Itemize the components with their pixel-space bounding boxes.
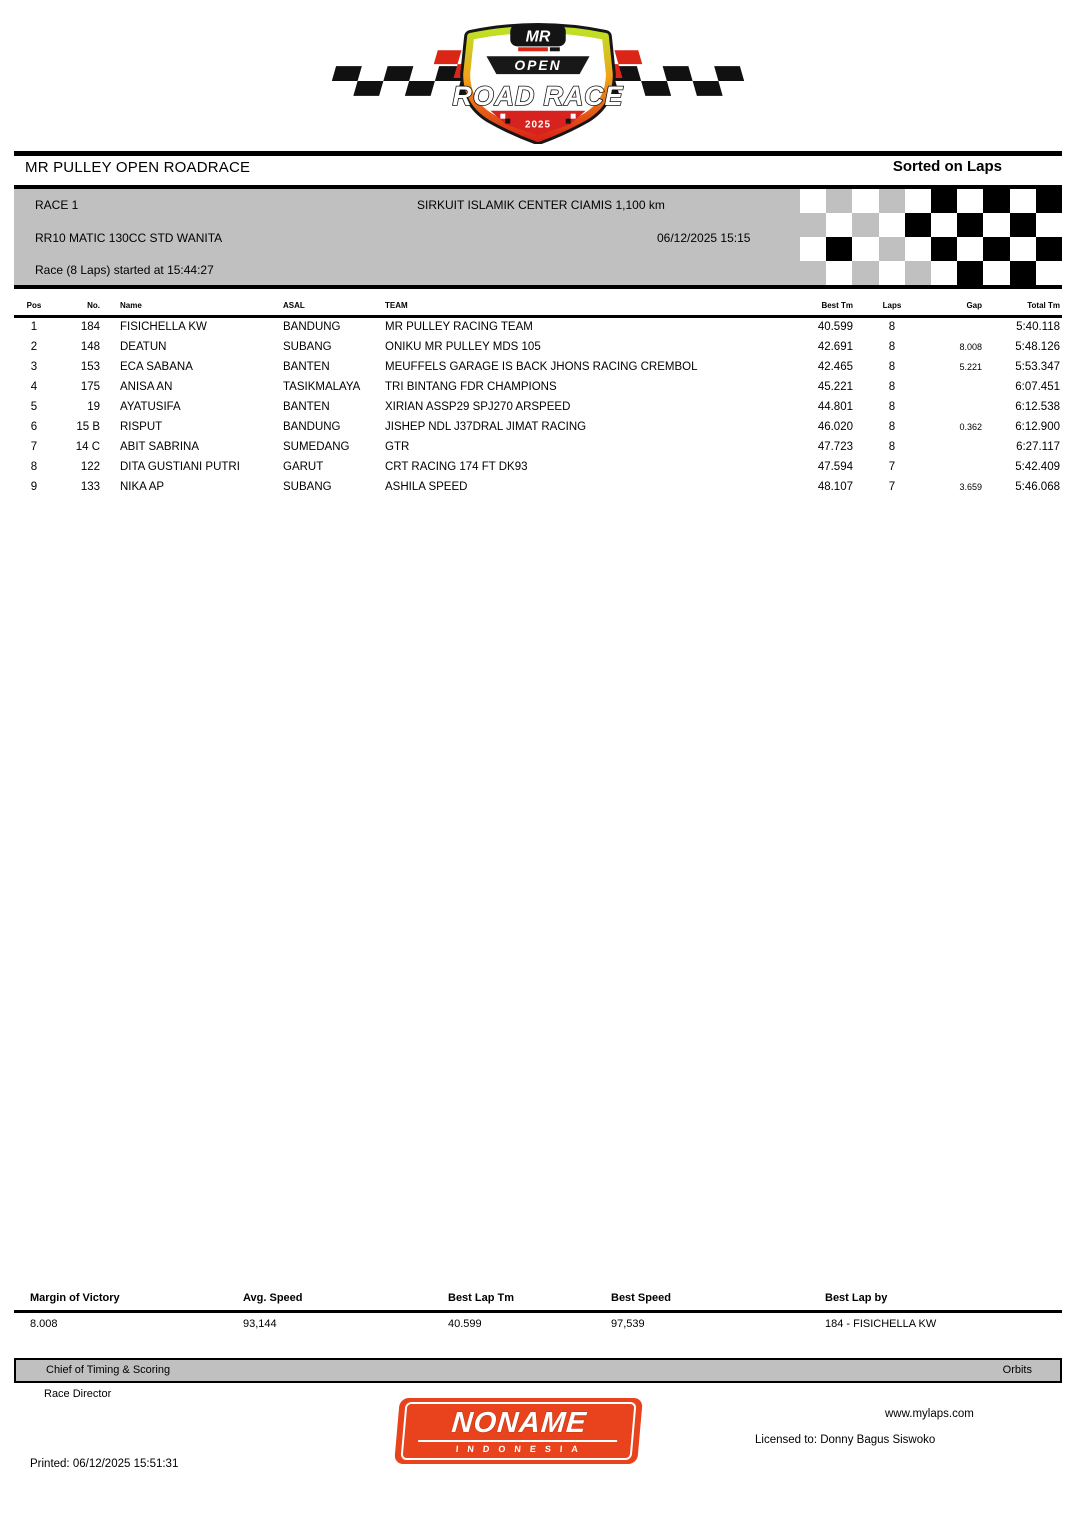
cell-name: AYATUSIFA	[120, 400, 181, 413]
checker-cell	[957, 237, 983, 261]
cell-asal: TASIKMALAYA	[283, 380, 361, 393]
cell-best_tm: 40.599	[817, 321, 853, 334]
summary-value-best-lap: 40.599	[448, 1318, 482, 1330]
timing-bar	[14, 1358, 1062, 1383]
col-header-gap: Gap	[966, 301, 982, 310]
cell-best_tm: 42.465	[817, 360, 853, 373]
cell-pos: 1	[30, 321, 38, 334]
table-row	[14, 337, 1062, 357]
checker-cell	[800, 213, 826, 237]
cell-name: DEATUN	[120, 340, 167, 353]
checker-cell	[1036, 189, 1062, 213]
cell-best_tm: 47.594	[817, 460, 853, 473]
table-row	[14, 357, 1062, 377]
table-row	[14, 457, 1062, 477]
cell-total_tm: 5:53.347	[1015, 360, 1060, 373]
cell-name: ECA SABANA	[120, 360, 193, 373]
cell-pos: 4	[30, 380, 38, 393]
checker-cell	[879, 213, 905, 237]
cell-no: 184	[80, 321, 100, 334]
checker-cell	[905, 213, 931, 237]
cell-laps: 8	[888, 340, 896, 353]
cell-total_tm: 5:42.409	[1015, 460, 1060, 473]
cell-team: ONIKU MR PULLEY MDS 105	[385, 340, 541, 353]
cell-total_tm: 6:12.538	[1015, 400, 1060, 413]
table-row	[14, 437, 1062, 457]
cell-team: MR PULLEY RACING TEAM	[385, 321, 533, 334]
noname-logo-inner	[400, 1402, 636, 1460]
cell-asal: BANDUNG	[283, 420, 341, 433]
checker-cell	[826, 213, 852, 237]
cell-team: ASHILA SPEED	[385, 480, 468, 493]
cell-total_tm: 6:12.900	[1015, 420, 1060, 433]
table-row	[14, 397, 1062, 417]
cell-no: 15 B	[76, 420, 100, 433]
divider-top	[14, 151, 1062, 156]
checker-cell	[905, 237, 931, 261]
checker-cell	[800, 189, 826, 213]
summary-section	[14, 1288, 1062, 1334]
cell-name: RISPUT	[120, 420, 163, 433]
cell-pos: 6	[30, 420, 38, 433]
summary-header-margin: Margin of Victory	[30, 1292, 120, 1304]
checker-cell	[983, 213, 1009, 237]
cell-best_tm: 45.221	[817, 380, 853, 393]
cell-total_tm: 5:46.068	[1015, 480, 1060, 493]
checker-cell	[800, 261, 826, 285]
cell-asal: SUBANG	[283, 480, 332, 493]
sort-order-label: Sorted on Laps	[892, 158, 1002, 175]
cell-gap: 0.362	[959, 421, 982, 432]
cell-laps: 8	[888, 400, 896, 413]
checker-cell	[879, 261, 905, 285]
cell-no: 153	[80, 360, 100, 373]
cell-pos: 7	[30, 440, 38, 453]
checker-cell	[826, 189, 852, 213]
event-logo	[320, 18, 756, 144]
circuit-name: SIRKUIT ISLAMIK CENTER CIAMIS 1,100 km	[417, 198, 665, 212]
col-header-name: Name	[120, 301, 142, 310]
checker-cell	[957, 189, 983, 213]
table-row	[14, 317, 1062, 337]
checker-cell	[852, 261, 878, 285]
cell-pos: 5	[30, 400, 38, 413]
cell-asal: BANTEN	[283, 360, 330, 373]
checker-cell	[983, 189, 1009, 213]
race-number: RACE 1	[35, 198, 79, 212]
chief-of-timing-label: Chief of Timing & Scoring	[46, 1364, 171, 1376]
summary-value-best-lap-by: 184 - FISICHELLA KW	[825, 1318, 937, 1330]
checker-cell	[931, 189, 957, 213]
cell-asal: BANDUNG	[283, 321, 341, 334]
summary-value-avg-speed: 93,144	[243, 1318, 277, 1330]
cell-laps: 8	[888, 321, 896, 334]
summary-value-best-speed: 97,539	[611, 1318, 645, 1330]
checker-cell	[1010, 213, 1036, 237]
checker-cell	[983, 237, 1009, 261]
col-header-asal: ASAL	[283, 301, 305, 310]
results-table	[14, 297, 1062, 497]
cell-team: TRI BINTANG FDR CHAMPIONS	[385, 380, 557, 393]
checker-cell	[826, 237, 852, 261]
cell-total_tm: 6:07.451	[1015, 380, 1060, 393]
cell-pos: 3	[30, 360, 38, 373]
table-row	[14, 417, 1062, 437]
col-header-pos: Pos	[26, 301, 42, 310]
cell-no: 175	[80, 380, 100, 393]
cell-best_tm: 47.723	[817, 440, 853, 453]
cell-no: 122	[80, 460, 100, 473]
race-datetime: 06/12/2025 15:15	[657, 231, 751, 245]
logo-title-text: ROAD RACE	[452, 80, 624, 111]
noname-logo-subtext: INDONESIA	[417, 1440, 618, 1454]
logo-mr-text: MR	[525, 28, 551, 46]
table-row	[14, 377, 1062, 397]
col-header-laps: Laps	[882, 301, 902, 310]
summary-value-margin: 8.008	[30, 1318, 58, 1330]
cell-total_tm: 6:27.117	[1016, 440, 1060, 453]
cell-pos: 9	[30, 480, 38, 493]
cell-team: GTR	[385, 440, 410, 453]
checker-cell	[852, 189, 878, 213]
table-header-row	[14, 297, 1062, 317]
cell-laps: 8	[888, 360, 896, 373]
checker-cell	[905, 189, 931, 213]
logo-year-text: 2025	[525, 119, 551, 131]
cell-no: 148	[80, 340, 100, 353]
cell-best_tm: 44.801	[817, 400, 853, 413]
cell-best_tm: 48.107	[817, 480, 853, 493]
summary-divider	[14, 1310, 1062, 1313]
cell-no: 133	[80, 480, 100, 493]
cell-gap	[927, 437, 982, 457]
licensed-to-label: Licensed to: Donny Bagus Siswoko	[755, 1434, 936, 1446]
cell-pos: 2	[30, 340, 38, 353]
checker-cell	[983, 261, 1009, 285]
checker-cell	[957, 213, 983, 237]
cell-total_tm: 5:48.126	[1015, 340, 1060, 353]
cell-name: DITA GUSTIANI PUTRI	[120, 460, 240, 473]
cell-best_tm: 46.020	[817, 420, 853, 433]
checker-cell	[1010, 237, 1036, 261]
cell-best_tm: 42.691	[817, 340, 853, 353]
summary-header-best-speed: Best Speed	[611, 1292, 671, 1304]
checker-cell	[852, 213, 878, 237]
race-info-box	[14, 189, 1062, 289]
cell-gap	[927, 397, 982, 417]
page-title: MR PULLEY OPEN ROADRACE	[25, 159, 251, 176]
cell-laps: 8	[888, 420, 896, 433]
cell-name: FISICHELLA KW	[120, 321, 207, 334]
checker-cell	[957, 261, 983, 285]
col-header-no: No.	[87, 301, 100, 310]
summary-header-best-lap: Best Lap Tm	[448, 1292, 515, 1304]
table-row	[14, 477, 1062, 497]
checker-cell	[1036, 237, 1062, 261]
checker-cell	[931, 261, 957, 285]
cell-laps: 7	[888, 460, 896, 473]
cell-team: XIRIAN ASSP29 SPJ270 ARSPEED	[385, 400, 571, 413]
checker-cell	[879, 189, 905, 213]
cell-gap: 5.221	[959, 361, 982, 372]
cell-team: JISHEP NDL J37DRAL JIMAT RACING	[385, 420, 587, 433]
cell-laps: 7	[888, 480, 896, 493]
cell-laps: 8	[888, 440, 896, 453]
cell-gap	[927, 377, 982, 397]
col-header-best-tm: Best Tm	[821, 301, 853, 310]
summary-header-best-lap-by: Best Lap by	[825, 1292, 888, 1304]
checkered-pattern	[800, 189, 1062, 285]
cell-team: MEUFFELS GARAGE IS BACK JHONS RACING CREMBOL	[385, 360, 698, 373]
orbits-label: Orbits	[1002, 1364, 1032, 1376]
noname-logo-text: NONAME	[450, 1406, 589, 1439]
cell-name: NIKA AP	[120, 480, 165, 493]
cell-pos: 8	[30, 460, 38, 473]
checker-cell	[931, 237, 957, 261]
col-header-team: TEAM	[385, 301, 408, 310]
cell-name: ABIT SABRINA	[120, 440, 200, 453]
cell-no: 14 C	[75, 440, 100, 453]
checker-cell	[826, 261, 852, 285]
cell-asal: GARUT	[283, 460, 324, 473]
checker-cell	[800, 237, 826, 261]
checker-cell	[931, 213, 957, 237]
cell-laps: 8	[888, 380, 896, 393]
checker-cell	[1010, 189, 1036, 213]
cell-asal: SUBANG	[283, 340, 332, 353]
col-header-total-tm: Total Tm	[1027, 301, 1060, 310]
checker-cell	[1036, 261, 1062, 285]
checker-cell	[1010, 261, 1036, 285]
cell-asal: BANTEN	[283, 400, 330, 413]
race-director-label: Race Director	[44, 1388, 112, 1400]
cell-no: 19	[87, 400, 100, 413]
cell-name: ANISA AN	[120, 380, 173, 393]
noname-logo	[394, 1398, 643, 1464]
mylaps-link[interactable]: www.mylaps.com	[885, 1408, 974, 1420]
race-start-info: Race (8 Laps) started at 15:44:27	[35, 263, 214, 277]
race-class: RR10 MATIC 130CC STD WANITA	[35, 231, 223, 245]
checker-cell	[905, 261, 931, 285]
printed-timestamp: Printed: 06/12/2025 15:51:31	[30, 1458, 179, 1470]
cell-gap	[927, 457, 982, 477]
checker-cell	[879, 237, 905, 261]
cell-team: CRT RACING 174 FT DK93	[385, 460, 528, 473]
checker-cell	[852, 237, 878, 261]
summary-header-avg-speed: Avg. Speed	[243, 1292, 303, 1304]
cell-gap	[927, 317, 982, 337]
cell-gap: 8.008	[959, 341, 982, 352]
logo-open-text: OPEN	[514, 57, 562, 74]
cell-gap: 3.659	[959, 481, 982, 492]
cell-asal: SUMEDANG	[283, 440, 350, 453]
checker-cell	[1036, 213, 1062, 237]
cell-total_tm: 5:40.118	[1016, 321, 1060, 334]
results-table-body	[14, 317, 1062, 497]
